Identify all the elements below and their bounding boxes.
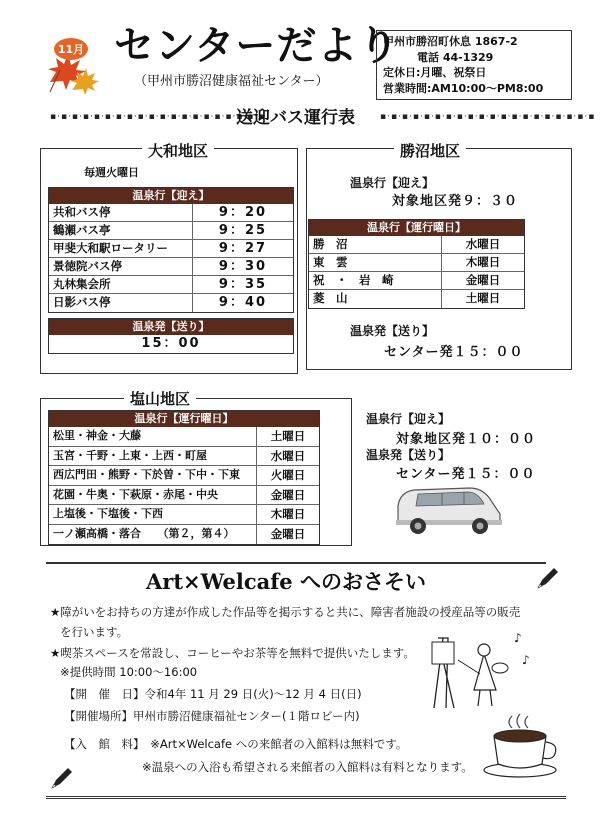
- stop-name: 甲斐大和駅ロータリー: [49, 240, 193, 257]
- service-day: 土曜日: [270, 429, 306, 443]
- area-name: 東 雲: [309, 254, 442, 271]
- yamato-pickup-table: [48, 187, 294, 313]
- table-row: [49, 240, 293, 258]
- stop-time: 9：20: [218, 205, 268, 220]
- service-day: 金曜日: [270, 487, 306, 502]
- area-name: 菱 山: [309, 290, 442, 308]
- stop-name: 鶴瀬バス亭: [49, 222, 193, 239]
- table-row: [49, 505, 319, 525]
- table-row: [49, 447, 319, 467]
- closed-days-text: 定休日:月曜、祝祭日: [383, 66, 487, 79]
- art-line-2: を行います。: [60, 625, 129, 639]
- table-row: [49, 427, 319, 447]
- shioyama-day-table: [48, 410, 320, 545]
- service-day: 木曜日: [270, 507, 306, 521]
- stop-time: 9：25: [218, 223, 268, 238]
- table-row: [309, 272, 524, 290]
- service-day: 水曜日: [465, 237, 501, 251]
- table-header: 温泉発【送り】: [49, 319, 293, 335]
- service-day: 金曜日: [465, 273, 501, 287]
- table-row: [49, 466, 319, 486]
- art-line-1: ★障がいをお持ちの方達が作成した作品等を掲示すると共に、障害者施設の授産品等の販売: [50, 605, 521, 619]
- van-icon: [392, 480, 504, 538]
- newsletter-title: センターだより: [114, 23, 400, 69]
- section-divider-top: [46, 562, 546, 564]
- return-time: 15：00: [141, 336, 201, 351]
- shioyama-return-detail: センター発１５：００: [396, 467, 536, 482]
- art-line-5: 【開 催 日】令和4年 11 月 29 日(火)～12 月 4 日(日): [64, 687, 362, 701]
- shioyama-area-label: 塩山地区: [124, 388, 196, 409]
- table-header: 温泉行【迎え】: [49, 188, 293, 204]
- katsunuma-area-label: 勝沼地区: [394, 140, 466, 161]
- phone-text: 電話 44-1329: [417, 50, 494, 64]
- service-day: 土曜日: [465, 291, 501, 305]
- table-row: [49, 276, 293, 294]
- coffee-cup-icon: [476, 712, 566, 780]
- art-line-6: 【開催場所】甲州市勝沼健康福祉センター(１階ロビー内): [64, 709, 360, 723]
- stop-time: 9：35: [218, 277, 268, 292]
- dotted-divider-right: ▪︎·▪︎·▪︎·▪︎·▪︎·▪︎·▪︎·▪︎·▪︎·▪︎·▪︎·▪︎·▪︎·▪︎·▪︎·▪︎·▪︎·▪︎·▪︎·▪︎: [380, 112, 596, 122]
- table-row: [49, 294, 293, 312]
- service-day: 水曜日: [270, 448, 306, 463]
- table-header: 温泉行【運行曜日】: [309, 220, 524, 236]
- stop-name: 共和バス停: [49, 204, 193, 221]
- painter-illustration-icon: [424, 630, 536, 714]
- bus-schedule-title: 送迎バス運行表: [236, 108, 355, 128]
- pen-icon: [48, 766, 74, 792]
- art-welcafe-title: Art×Welcafe へのおさそい: [146, 569, 426, 594]
- table-row: [309, 290, 524, 308]
- table-row: [309, 236, 524, 254]
- newsletter-subtitle: （甲州市勝沼健康福祉センター）: [134, 74, 329, 89]
- month-badge: 11月: [54, 38, 88, 60]
- table-row: [49, 222, 293, 240]
- svg-text:♪: ♪: [522, 653, 530, 667]
- art-line-8: ※温泉への入浴も希望される来館者の入館料は有料となります。: [142, 760, 473, 774]
- business-hours-text: 営業時間:AM10:00～PM8:00: [383, 81, 544, 95]
- katsunuma-return-detail: センター発１５：００: [384, 345, 524, 360]
- stop-time: 9：30: [218, 259, 268, 274]
- katsunuma-pickup-label: 温泉行【迎え】: [350, 176, 435, 190]
- yamato-service-day: 毎週火曜日: [84, 166, 139, 179]
- shioyama-pickup-detail: 対象地区発１０：００: [396, 432, 537, 447]
- section-divider-bottom: [46, 796, 566, 799]
- shioyama-pickup-label: 温泉行【迎え】: [366, 412, 451, 426]
- area-name: 西広門田・熊野・下於曽・下中・下東: [49, 466, 257, 485]
- area-name: 松里・神金・大藤: [49, 427, 257, 446]
- stop-time: 9：40: [218, 295, 268, 310]
- pen-icon: [534, 566, 560, 592]
- area-name: 玉宮・千野・上東・上西・町屋: [49, 447, 257, 466]
- stop-name: 日影バス停: [49, 294, 193, 312]
- art-line-3: ★喫茶スペースを常設し、コーヒーやお茶等を無料で提供いたします。: [50, 646, 415, 660]
- service-day: 火曜日: [270, 468, 306, 482]
- table-row: [49, 258, 293, 276]
- area-name: 勝 沼: [309, 236, 442, 253]
- area-name: 祝 ・ 岩 崎: [309, 272, 442, 289]
- address-text: 甲州市勝沼町休息 1867-2: [383, 35, 518, 48]
- table-row: [309, 254, 524, 272]
- shioyama-return-label: 温泉発【送り】: [366, 448, 451, 462]
- stop-name: 景徳院バス停: [49, 258, 193, 275]
- table-row: [49, 486, 319, 506]
- katsunuma-day-table: [308, 219, 525, 309]
- table-row: [49, 525, 319, 545]
- katsunuma-pickup-detail: 対象地区発９：３０: [392, 194, 519, 209]
- yamato-area-label: 大和地区: [142, 140, 214, 161]
- katsunuma-return-label: 温泉発【送り】: [350, 324, 435, 338]
- service-day: 木曜日: [465, 255, 501, 269]
- area-name: 上塩後・下塩後・下西: [49, 505, 257, 524]
- area-name: 一ノ瀬高橋・落合 （第２，第４）: [49, 525, 257, 545]
- contact-box: [376, 30, 572, 100]
- area-name: 花園・牛奥・下萩原・赤尾・中央: [49, 486, 257, 505]
- art-line-7: 【入 館 料】 ※Art×Welcafe への来館者の入館料は無料です。: [64, 737, 408, 751]
- service-day: 金曜日: [270, 526, 306, 541]
- yamato-return-table: [48, 318, 294, 354]
- table-row: [49, 204, 293, 222]
- dotted-divider-left: ▪︎·▪︎·▪︎·▪︎·▪︎·▪︎·▪︎·▪︎·▪︎·▪︎·▪︎·▪︎·▪︎·▪︎·▪︎·▪︎·▪︎·▪︎·▪︎·▪︎: [50, 112, 266, 122]
- svg-text:♪: ♪: [514, 631, 522, 645]
- table-header: 温泉行【運行曜日】: [49, 411, 319, 427]
- stop-name: 丸林集会所: [49, 276, 193, 293]
- stop-time: 9：27: [218, 241, 268, 256]
- art-line-4: ※提供時間 10:00～16:00: [60, 665, 198, 679]
